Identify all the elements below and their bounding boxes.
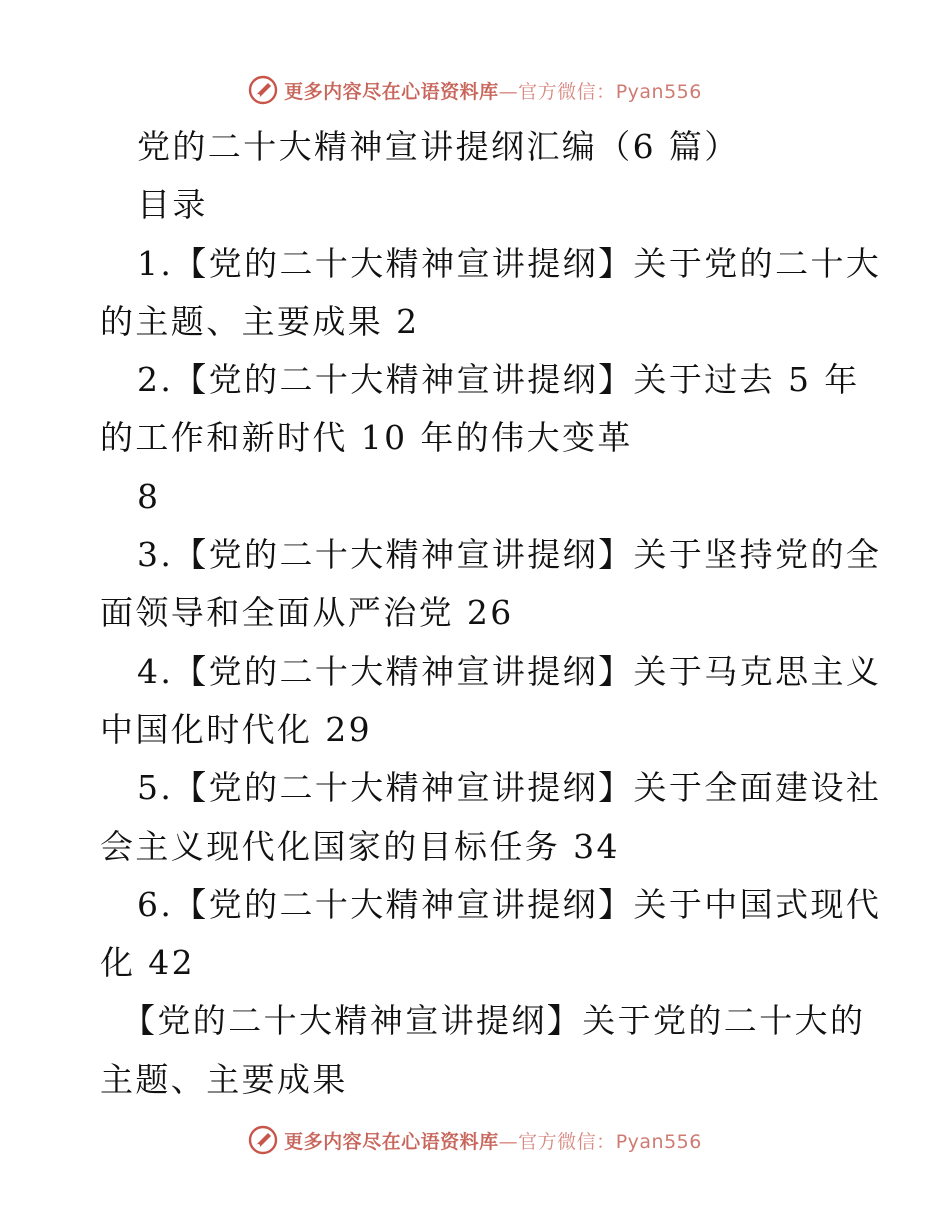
watermark-separator: — [498, 80, 519, 103]
section-heading-line: 主题、主要成果 [100, 1059, 348, 1099]
document-title: 党的二十大精神宣讲提纲汇编（6 篇） [137, 127, 740, 166]
toc-entry-2 [100, 351, 860, 526]
brand-logo-icon [248, 75, 278, 105]
toc-entry-line: 的主题、主要成果 2 [100, 301, 420, 341]
toc-entry-1 [100, 235, 882, 352]
brand-logo-icon [248, 1125, 278, 1155]
watermark-brand: 更多内容尽在心语资料库 [284, 1130, 499, 1153]
toc-entry-6 [100, 876, 882, 993]
toc-entry-4 [100, 643, 882, 760]
toc-entry-line: 的工作和新时代 10 年的伟大变革 [100, 418, 633, 458]
toc-entry-line: 1.【党的二十大精神宣讲提纲】关于党的二十大 [137, 243, 882, 283]
toc-entry-line: 化 42 [100, 943, 196, 983]
watermark-wechat-id: Pyan556 [615, 1130, 702, 1153]
watermark-footer [0, 1120, 950, 1160]
toc-entry-line: 中国化时代化 29 [100, 709, 373, 749]
section-heading [100, 992, 866, 1109]
watermark-wechat-label: 官方微信： [518, 1130, 616, 1153]
watermark-wechat-label: 官方微信： [518, 80, 616, 103]
toc-entry-line: 6.【党的二十大精神宣讲提纲】关于中国式现代 [137, 884, 882, 924]
toc-entry-line: 会主义现代化国家的目标任务 34 [100, 826, 620, 866]
toc-entry-line: 5.【党的二十大精神宣讲提纲】关于全面建设社 [137, 768, 882, 808]
document-body [100, 118, 882, 1109]
toc-entry-line: 2.【党的二十大精神宣讲提纲】关于过去 5 年 [137, 360, 860, 400]
toc-entry-3 [100, 526, 882, 643]
watermark-brand: 更多内容尽在心语资料库 [284, 80, 499, 103]
watermark-header [0, 70, 950, 110]
toc-heading: 目录 [137, 185, 208, 225]
watermark-separator: — [498, 1130, 519, 1153]
watermark-wechat-id: Pyan556 [615, 80, 702, 103]
watermark-text [284, 77, 702, 104]
section-heading-line: 【党的二十大精神宣讲提纲】关于党的二十大的 [122, 1001, 866, 1041]
toc-entry-5 [100, 759, 882, 876]
watermark-text [284, 1127, 702, 1154]
toc-entry-line: 面领导和全面从严治党 26 [100, 593, 514, 633]
toc-entry-line: 4.【党的二十大精神宣讲提纲】关于马克思主义 [137, 651, 882, 691]
toc-entry-line: 3.【党的二十大精神宣讲提纲】关于坚持党的全 [137, 535, 882, 575]
toc-page-number: 8 [137, 476, 161, 516]
